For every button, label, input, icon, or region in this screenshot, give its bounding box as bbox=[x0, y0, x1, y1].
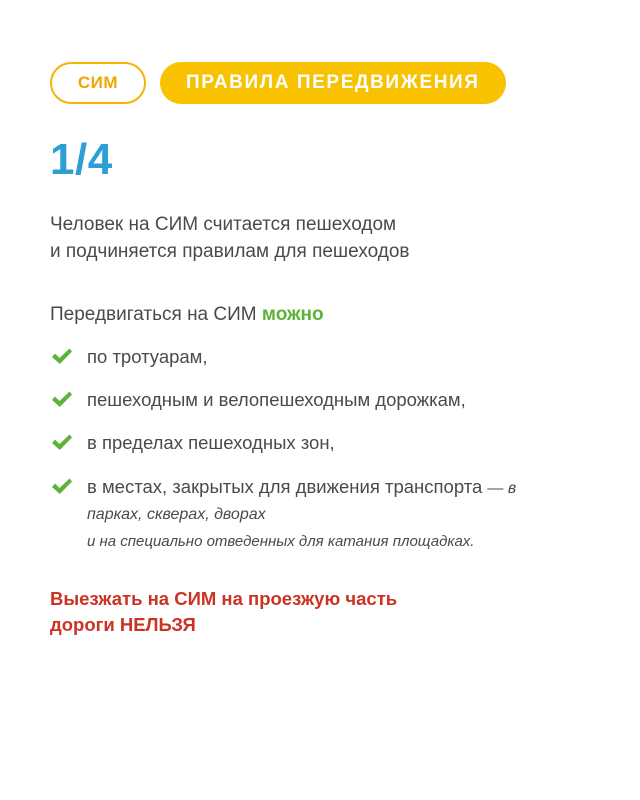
badge-title: ПРАВИЛА ПЕРЕДВИЖЕНИЯ bbox=[160, 62, 506, 104]
header bbox=[50, 62, 592, 104]
warning-text bbox=[50, 586, 520, 637]
list-item-label: пешеходным и велопешеходным дорожкам, bbox=[87, 389, 466, 411]
list-item bbox=[50, 430, 592, 456]
list-item bbox=[50, 344, 592, 370]
step-number: 1/4 bbox=[50, 135, 113, 184]
list-item-note-line-2: и на специально отведенных для катания площадках. bbox=[87, 533, 475, 551]
check-icon bbox=[50, 475, 74, 499]
allowed-heading bbox=[50, 304, 592, 326]
check-icon bbox=[50, 388, 74, 412]
warning-line-1: Выезжать на СИМ на проезжую часть bbox=[50, 588, 398, 610]
list-item-label: в пределах пешеходных зон, bbox=[87, 432, 335, 454]
intro-line-1: Человек на СИМ считается пешеходом bbox=[50, 214, 397, 235]
intro-line-2: и подчиняется правилам для пешеходов bbox=[50, 240, 410, 262]
list-item-label bbox=[87, 474, 547, 553]
list-item-text: в местах, закрытых для движения транспорта bbox=[87, 475, 488, 497]
badge-sim-tag: СИМ bbox=[50, 62, 146, 104]
check-icon bbox=[50, 431, 74, 455]
allowed-list bbox=[50, 344, 592, 553]
intro-paragraph bbox=[50, 212, 550, 266]
check-icon bbox=[50, 345, 74, 369]
allowed-heading-prefix: Передвигаться на СИМ bbox=[50, 303, 262, 325]
list-item-note: — в парках, скверах, дворах bbox=[87, 479, 517, 524]
warning-line-2: дороги НЕЛЬЗЯ bbox=[50, 613, 196, 635]
list-item bbox=[50, 387, 592, 413]
list-item bbox=[50, 474, 592, 553]
allowed-heading-accent: можно bbox=[261, 303, 324, 325]
list-item-label: по тротуарам, bbox=[87, 345, 208, 367]
